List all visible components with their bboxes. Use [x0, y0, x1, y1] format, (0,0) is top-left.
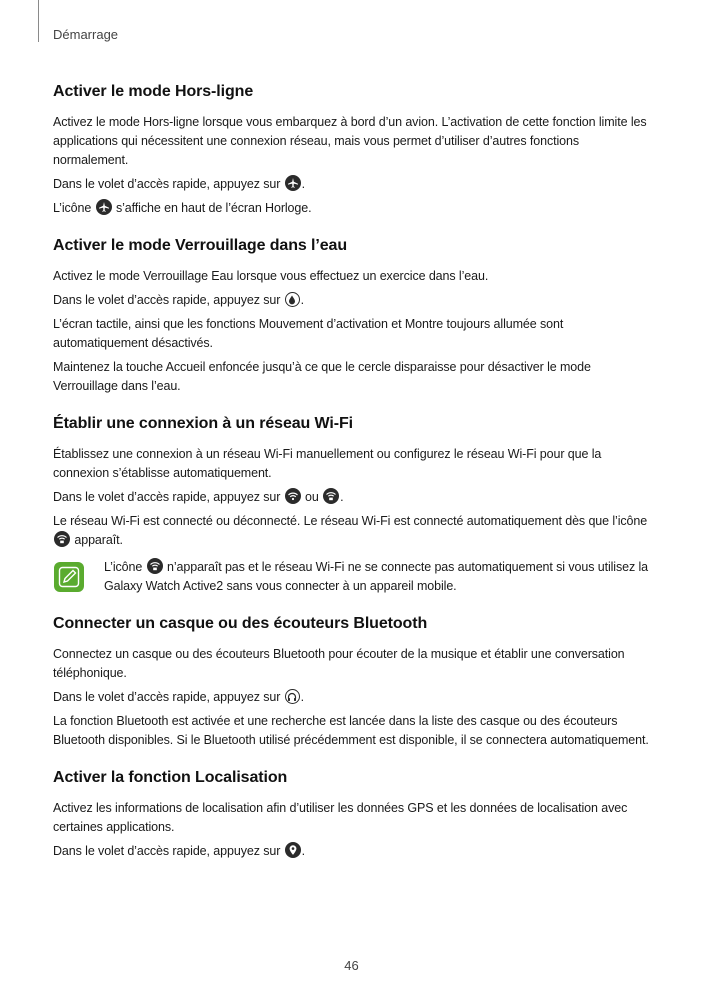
text: Dans le volet d’accès rapide, appuyez sur — [53, 844, 281, 858]
text: Dans le volet d’accès rapide, appuyez sur — [53, 177, 281, 191]
note-text — [104, 558, 653, 596]
section-title: Connecter un casque ou des écouteurs Bluetooth — [53, 615, 428, 632]
airplane-icon — [285, 175, 301, 191]
section-location — [53, 766, 653, 861]
paragraph: Maintenez la touche Accueil enfoncée jusqu’à ce que le cercle disparaisse pour désactiver le mode Verrouillage dans l’eau. — [53, 360, 591, 393]
paragraph — [53, 842, 653, 861]
text: . — [301, 844, 306, 858]
page-number: 46 — [344, 958, 359, 973]
section-offline-mode — [53, 80, 653, 218]
paragraph: Activez le mode Verrouillage Eau lorsque vous effectuez un exercice dans l’eau. — [53, 269, 489, 283]
header-rule — [38, 0, 39, 42]
section-title: Activer le mode Verrouillage dans l’eau — [53, 237, 347, 254]
paragraph: Activez les informations de localisation afin d’utiliser les données GPS et les données de localisation avec certaines applications. — [53, 801, 628, 834]
text: Dans le volet d’accès rapide, appuyez sur — [53, 690, 281, 704]
paragraph: L’écran tactile, ainsi que les fonctions Mouvement d’activation et Montre toujours allumée sont automatiquement désactivés. — [53, 317, 564, 350]
paragraph — [53, 688, 653, 707]
text: L’icône — [104, 560, 143, 574]
section-title: Activer le mode Hors-ligne — [53, 83, 254, 100]
text: L’icône — [53, 201, 92, 215]
text: . — [340, 490, 344, 504]
text: ou — [305, 490, 319, 504]
wifi-auto-icon — [323, 488, 339, 504]
location-pin-icon — [285, 842, 301, 858]
paragraph: Connectez un casque ou des écouteurs Bluetooth pour écouter de la musique et établir une conversation téléphonique. — [53, 647, 625, 680]
text: . — [301, 177, 306, 191]
section-header: Démarrage — [53, 27, 119, 42]
text: n’apparaît pas et le réseau Wi-Fi ne se connecte pas automatiquement si vous utilisez la Galaxy Watch Active2 sans vous connecter à un appareil mobile. — [104, 560, 649, 593]
wifi-auto-icon — [54, 531, 70, 547]
paragraph — [53, 199, 653, 218]
section-bluetooth — [53, 612, 653, 750]
paragraph — [53, 488, 653, 507]
note-box — [53, 558, 653, 596]
wifi-auto-icon — [147, 558, 163, 574]
paragraph: La fonction Bluetooth est activée et une recherche est lancée dans la liste des casque ou des écouteurs Bluetooth disponibles. Si le Bluetooth utilisé précédemment est disponible, il se connectera automatiquement. — [53, 714, 649, 747]
text: Le réseau Wi-Fi est connecté ou déconnecté. Le réseau Wi-Fi est connecté automatiquement dès que l’icône — [53, 514, 648, 528]
section-title: Activer la fonction Localisation — [53, 769, 288, 786]
paragraph: Activez le mode Hors-ligne lorsque vous embarquez à bord d’un avion. L’activation de cette fonction limite les applications qui nécessitent une connexion réseau, mais vous permet d’utiliser d’autres fonctions normalement. — [53, 115, 647, 167]
paragraph — [53, 291, 653, 310]
section-wifi — [53, 412, 653, 596]
airplane-icon — [96, 199, 112, 215]
text: s’affiche en haut de l’écran Horloge. — [115, 201, 312, 215]
text: . — [300, 690, 305, 704]
headset-icon — [285, 689, 300, 704]
section-water-lock — [53, 234, 653, 396]
paragraph: Établissez une connexion à un réseau Wi-Fi manuellement ou configurez le réseau Wi-Fi pour que la connexion s’établisse automatiquement. — [53, 447, 602, 480]
text: Dans le volet d’accès rapide, appuyez sur — [53, 490, 281, 504]
page-content — [53, 80, 653, 877]
text: apparaît. — [74, 533, 123, 547]
text: Dans le volet d’accès rapide, appuyez sur — [53, 293, 281, 307]
water-drop-icon — [285, 292, 300, 307]
paragraph — [53, 512, 653, 550]
section-title: Établir une connexion à un réseau Wi-Fi — [53, 415, 354, 432]
note-pencil-icon — [54, 562, 84, 592]
paragraph — [53, 175, 653, 194]
wifi-icon — [285, 488, 301, 504]
text: . — [300, 293, 305, 307]
